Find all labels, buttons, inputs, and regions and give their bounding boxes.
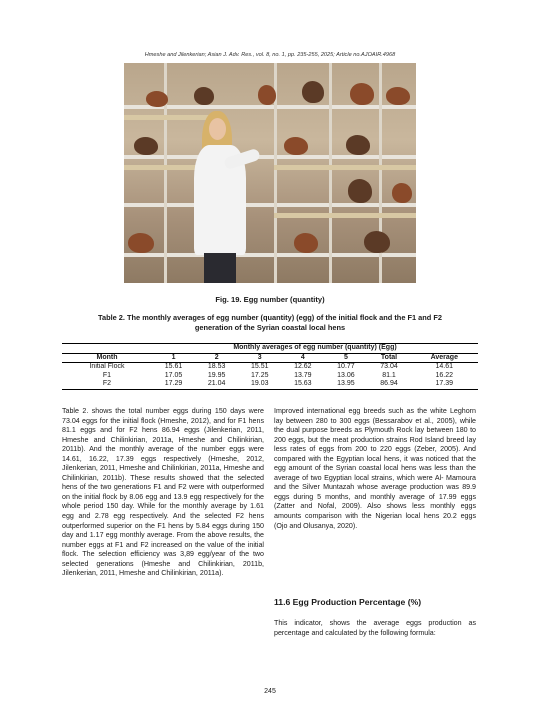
table-cell: 17.29 [164, 380, 183, 387]
table-cell: 15.63 [294, 380, 312, 387]
egg-tray [274, 165, 416, 170]
body-text-left-column: Table 2. shows the total number eggs during 150 days were 73.04 eggs for the initial flock (Hmeshe, 2012), and for F1 hens 81.1 eggs and for F2 hens 86.94 eggs (Jilenkerian, 2011, Hmeshe and Chilinkirian, 2011a, Hmeshe and Chilinkirian, 2011b). And the monthly average of the number eggs were 14.61, 16.22, 17.39 eggs respectively (Hmeshe, 2012, Jilenkerian, 2011, Hmeshe and Chilinkirian, 2011a, Hmeshe and Chilinkirian, 2011b). These results showed that the selected hens of the two generations F1 and F2 were with outperformed on the initial flock by 8.06 egg and 13.9 egg respectively for the whole period 150 day. While for the monthly average by 1.61 egg and 2.78 egg respectively. And the selected F2 hens outperformed superior on the F1 hens by 5.84 eggs during 150 day and 1.17 egg monthly average. From the above results, the number eggs at F1 and F2 increased on the value of the initial flock. The selection efficiency was 3,89 egg/year of the two selected generations (Hmeshe and Chilinkirian, 2011b, Jilenkerian, 2011, Hmeshe and Chilinkirian, 2011a). [62, 407, 264, 578]
table-cell: 21.04 [207, 380, 226, 387]
data-table [62, 343, 478, 390]
running-header: Hmeshe and Jilenkerian; Asian J. Adv. Res., vol. 8, no. 1, pp. 235-255, 2025; Article no.AJOAIR.4968 [144, 52, 396, 58]
hen [194, 87, 214, 105]
table-column-header-row [62, 353, 478, 363]
body-text-right-column: Improved international egg breeds such as the white Leghorn lay between 280 to 300 eggs (Bessarabov et al., 2005), while the dual purpose breeds as Plymouth Rock lay between 180 to 200 eggs, but the meat production strains Rod Island breed lay less rates of eggs from 200 to 220 eggs (Zeber, 2005). And compared with the Egyptian local hens, it was noticed that the egg amount of the Syrian coastal local hens was less than the average of two Egyptian local strains, which were Al- Mamoura and the Silver Muntazah whose average production was 89.9 eggs during 5 months, and monthly average of 17.99 eggs (Zatter and Nofal, 2009). Also shows less monthly eggs amounts comparison with the Nigerian local hens 20.2 eggs (Ojo and Olusanya, 2020). [274, 407, 476, 530]
table-row-label: F1 [102, 371, 112, 379]
table-cell: 17.39 [435, 380, 454, 387]
table-cell: 15.61 [164, 363, 183, 370]
hen [294, 233, 318, 253]
table-group-header: Monthly averages of egg number (quantity) (Egg) [233, 344, 397, 351]
table-cell: 86.94 [380, 380, 398, 387]
table-cell: 14.61 [435, 363, 454, 370]
table-header-cell: Total [367, 353, 410, 363]
hen [284, 137, 308, 155]
hen [258, 85, 276, 105]
table-caption: Table 2. The monthly averages of egg number (quantity) (egg) of the initial flock and the F1 and F2 generation of the Syrian coastal local hens [98, 313, 442, 332]
hen [134, 137, 158, 155]
table-cell: 10.77 [337, 363, 355, 370]
cage-shelf [124, 155, 416, 159]
table-cell: 17.25 [250, 371, 269, 379]
egg-tray [274, 213, 416, 218]
table-cell: 16.22 [435, 371, 454, 379]
cage-shelf [124, 253, 416, 257]
hen [392, 183, 412, 203]
table-row [62, 363, 478, 372]
table-header-cell: Average [411, 353, 478, 363]
table-cell: 13.06 [337, 371, 355, 379]
figure-photo [124, 63, 416, 283]
table-cell: 73.04 [380, 363, 398, 370]
researcher-face [209, 118, 226, 140]
table-header-month: Month [62, 353, 152, 363]
table-cell: 12.62 [294, 363, 312, 370]
table-cell: 17.05 [164, 371, 183, 379]
table-row [62, 380, 478, 389]
table-row [62, 372, 478, 381]
hen [350, 83, 374, 105]
table-header-cell: 4 [281, 353, 324, 363]
table-header-cell: 2 [195, 353, 238, 363]
table-cell: 13.95 [337, 380, 355, 387]
hen [128, 233, 154, 253]
table-body [62, 363, 478, 389]
page-number: 245 [264, 688, 276, 695]
table-cell: 13.79 [294, 371, 312, 379]
table-header-cell: 1 [152, 353, 195, 363]
hen [386, 87, 410, 105]
body-text-right-column-continued: This indicator, shows the average eggs production as percentage and calculated by the following formula: [274, 619, 476, 637]
table-header-cell: 3 [238, 353, 281, 363]
table-header-cell: 5 [324, 353, 367, 363]
table-cell: 81.1 [382, 371, 396, 379]
table-cell: 19.95 [207, 371, 226, 379]
table-row-label: F2 [102, 380, 112, 387]
section-heading: 11.6 Egg Production Percentage (%) [274, 597, 422, 607]
hen [346, 135, 370, 155]
table-cell: 15.51 [250, 363, 269, 370]
cage-bar [329, 63, 332, 283]
cage-shelf [124, 105, 416, 109]
hen [348, 179, 372, 203]
hen [302, 81, 324, 103]
researcher-pants [204, 253, 236, 283]
figure-caption: Fig. 19. Egg number (quantity) [215, 295, 325, 304]
hen [146, 91, 168, 107]
table-row-label: Initial Flock [89, 363, 125, 370]
hen [364, 231, 390, 253]
table-cell: 18.53 [207, 363, 226, 370]
table-cell: 19.03 [250, 380, 269, 387]
cage-shelf [124, 203, 416, 207]
